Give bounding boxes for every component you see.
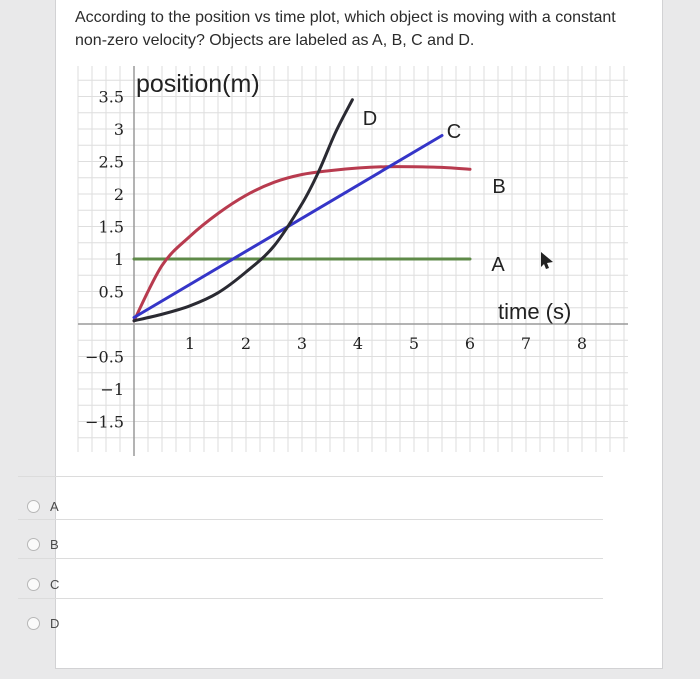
radio-c[interactable]: [27, 578, 40, 591]
x-tick-label: 8: [576, 334, 588, 353]
option-b[interactable]: [27, 533, 227, 555]
y-tick-label: −1: [100, 380, 124, 399]
cursor-arrow-icon: [541, 252, 553, 269]
x-tick-label: 4: [352, 334, 364, 353]
divider: [18, 558, 603, 559]
y-tick-label: 2.5: [98, 152, 124, 172]
y-tick-label: 2: [113, 185, 124, 204]
option-b-label: B: [50, 536, 59, 552]
y-tick-label: 1.5: [98, 217, 124, 237]
x-tick-label: 5: [408, 334, 420, 353]
option-c[interactable]: [27, 573, 227, 595]
option-d-label: D: [50, 615, 60, 631]
series-label-d: D: [362, 108, 378, 130]
question-text: According to the position vs time plot, which object is moving with a constant non-zero velocity? Objects are labeled as A, B, C and D.: [75, 9, 616, 49]
y-axis-label: position(m): [136, 70, 260, 98]
x-axis-label: time (s): [498, 299, 572, 324]
option-c-label: C: [50, 576, 60, 592]
y-tick-label: 3.5: [98, 87, 124, 107]
radio-b[interactable]: [27, 538, 40, 551]
series-label-b: B: [492, 176, 506, 198]
option-d[interactable]: [27, 612, 227, 634]
x-tick-label: 2: [240, 334, 252, 353]
divider: [18, 519, 603, 520]
y-tick-label: 3: [113, 120, 124, 139]
divider: [18, 476, 603, 477]
radio-a[interactable]: [27, 500, 40, 513]
y-tick-label: −0.5: [85, 347, 124, 367]
y-tick-label: 0.5: [98, 282, 124, 302]
radio-d[interactable]: [27, 617, 40, 630]
x-tick-label: 7: [520, 334, 532, 353]
series-label-c: C: [446, 121, 462, 143]
series-label-a: A: [491, 254, 505, 276]
divider: [18, 598, 603, 599]
y-tick-label: −1.5: [85, 412, 124, 432]
option-a-label: A: [50, 498, 59, 514]
y-tick-label: 1: [113, 250, 124, 269]
x-tick-label: 3: [296, 334, 308, 353]
x-tick-label: 6: [464, 334, 476, 353]
option-a[interactable]: [27, 495, 227, 517]
x-tick-label: 1: [184, 334, 196, 353]
